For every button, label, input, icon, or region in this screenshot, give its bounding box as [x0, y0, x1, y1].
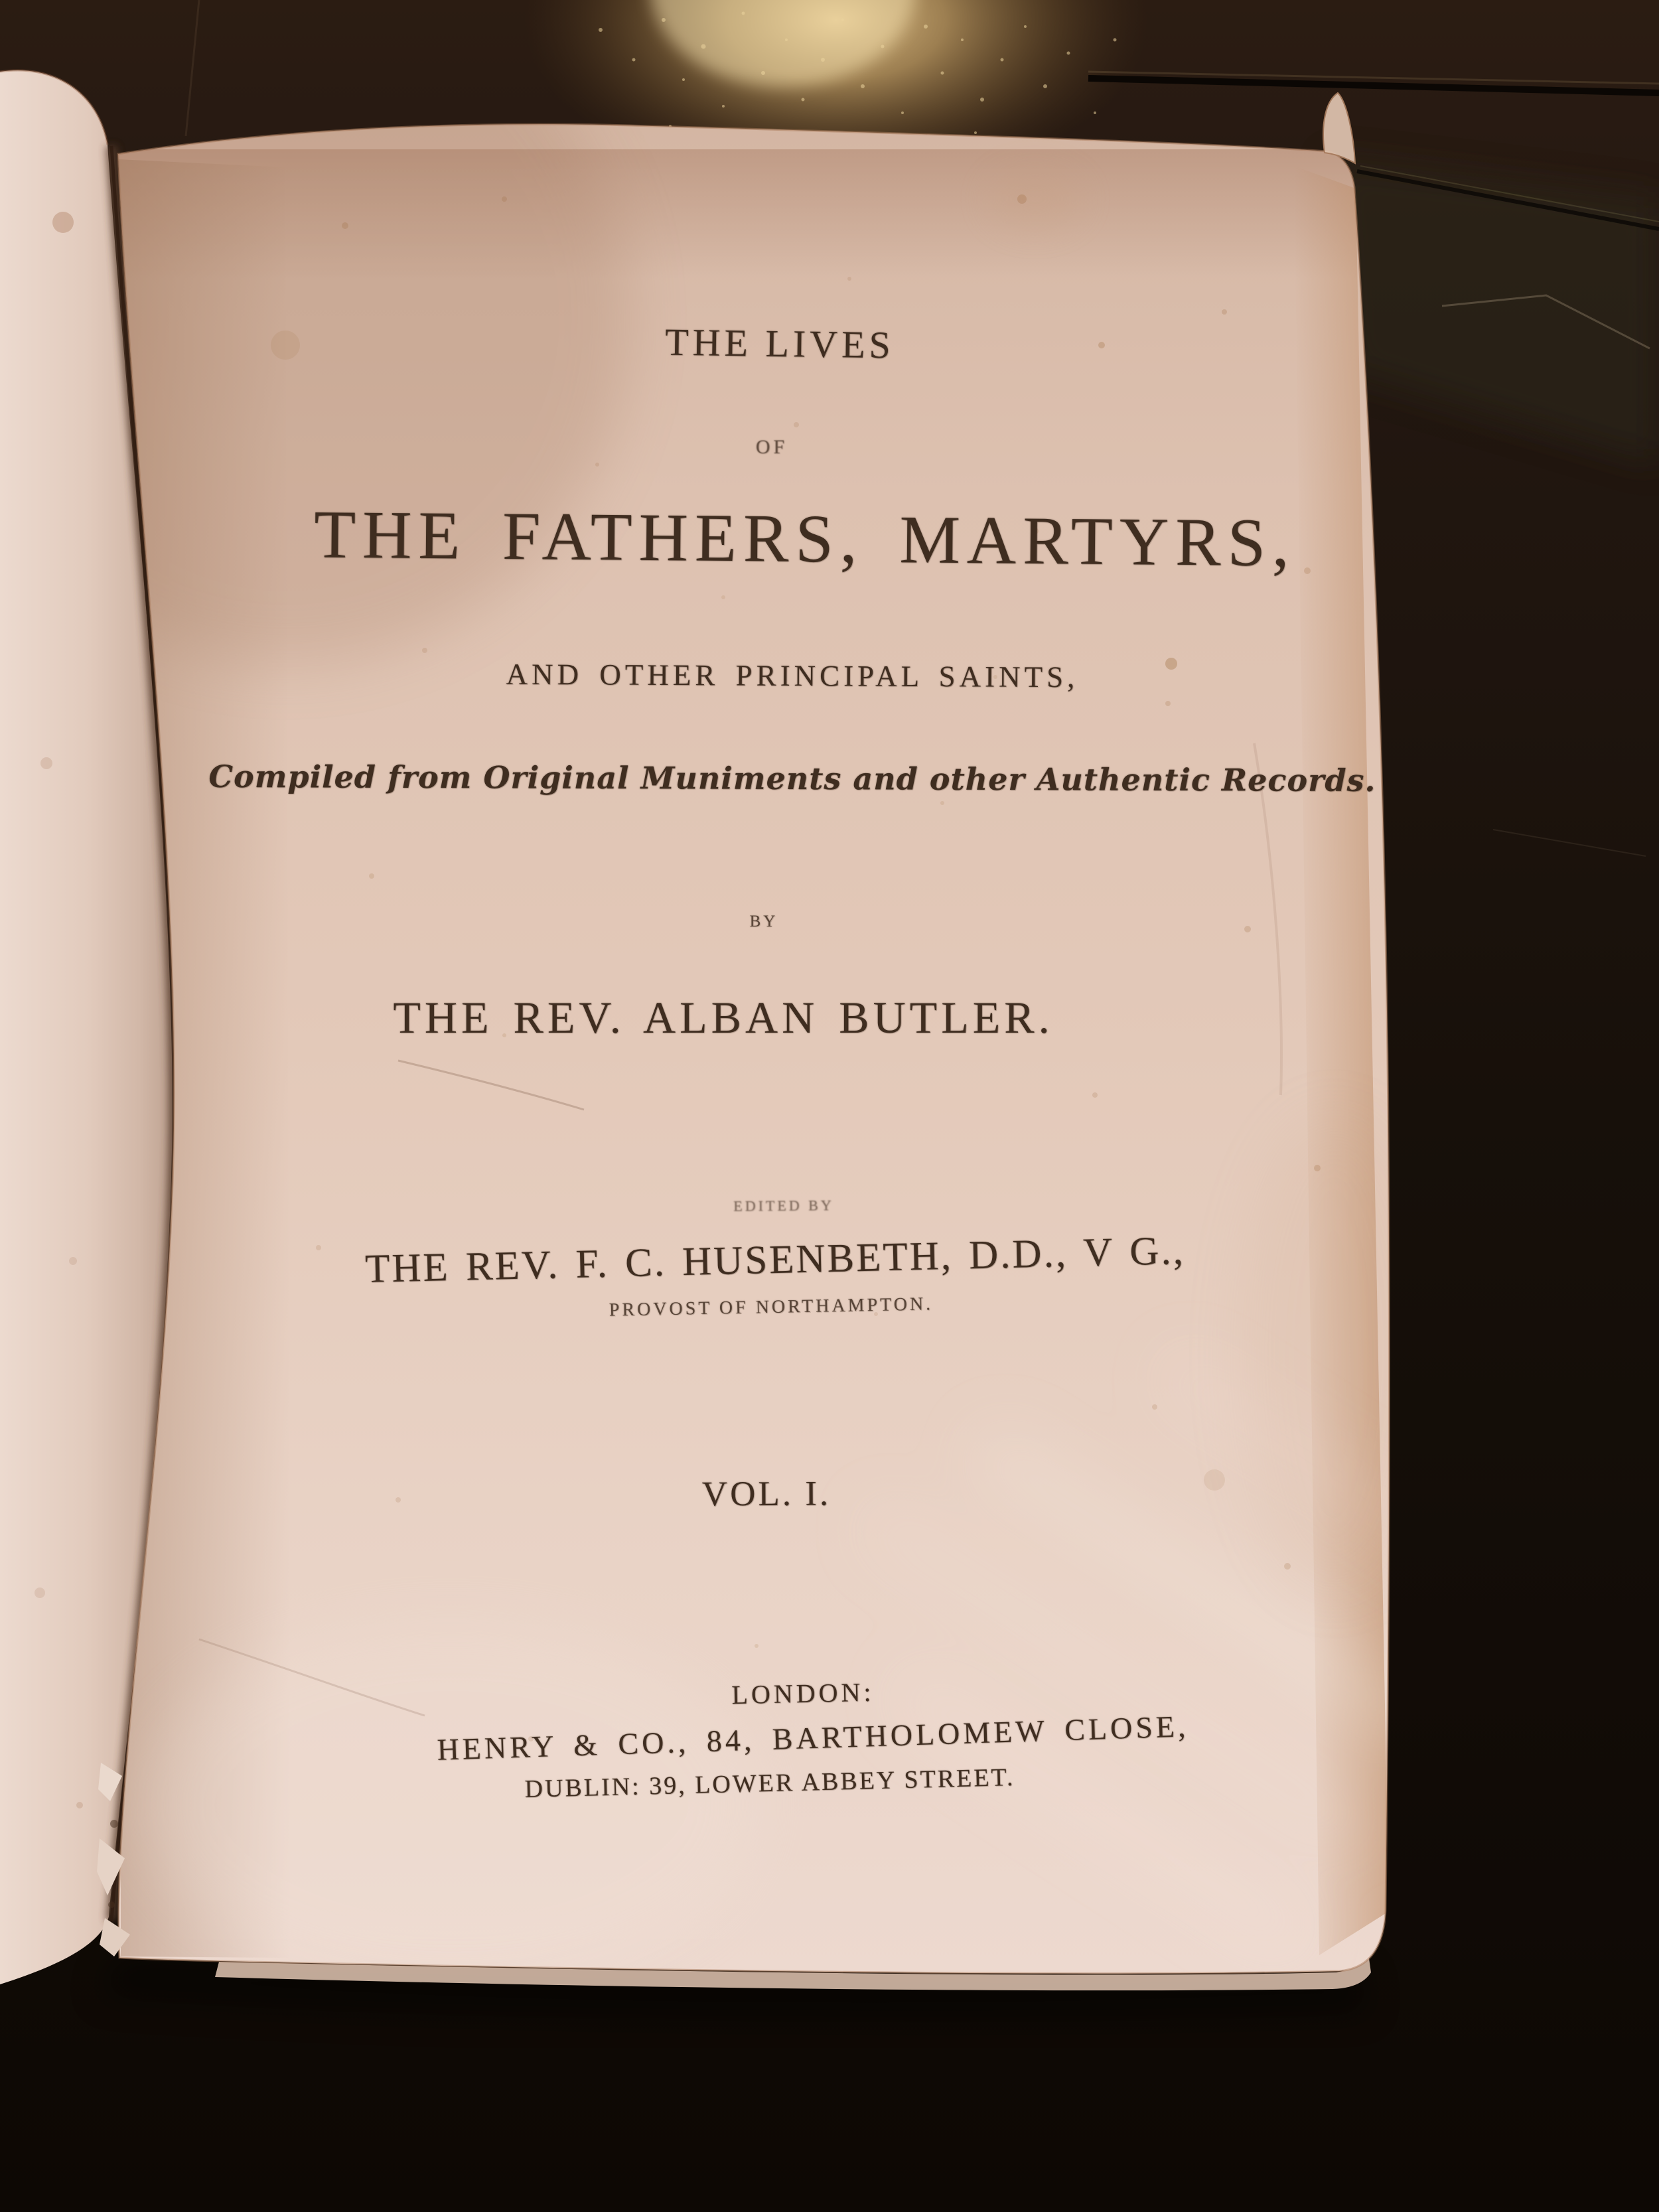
compiled-line: Compiled from Original Muniments and other Authentic Records.: [208, 758, 1376, 799]
volume-label: VOL. I.: [701, 1474, 831, 1514]
author-name: THE REV. ALBAN BUTLER.: [393, 992, 1054, 1043]
imprint-dublin: DUBLIN: 39, LOWER ABBEY STREET.: [524, 1763, 1015, 1804]
editor-name: THE REV. F. C. HUSENBETH, D.D., V G.,: [364, 1228, 1186, 1292]
imprint-city: LONDON:: [731, 1676, 875, 1710]
main-title: THE FATHERS, MARTYRS,: [313, 496, 1297, 581]
subtitle: AND OTHER PRINCIPAL SAINTS,: [506, 657, 1079, 694]
imprint-publisher: HENRY & CO., 84, BARTHOLOMEW CLOSE,: [436, 1709, 1190, 1767]
editor-title: PROVOST OF NORTHAMPTON.: [609, 1293, 934, 1321]
by-label: BY: [749, 913, 778, 930]
of-label: OF: [755, 436, 788, 458]
half-title: THE LIVES: [664, 320, 895, 367]
edited-by-label: EDITED BY: [733, 1197, 834, 1215]
